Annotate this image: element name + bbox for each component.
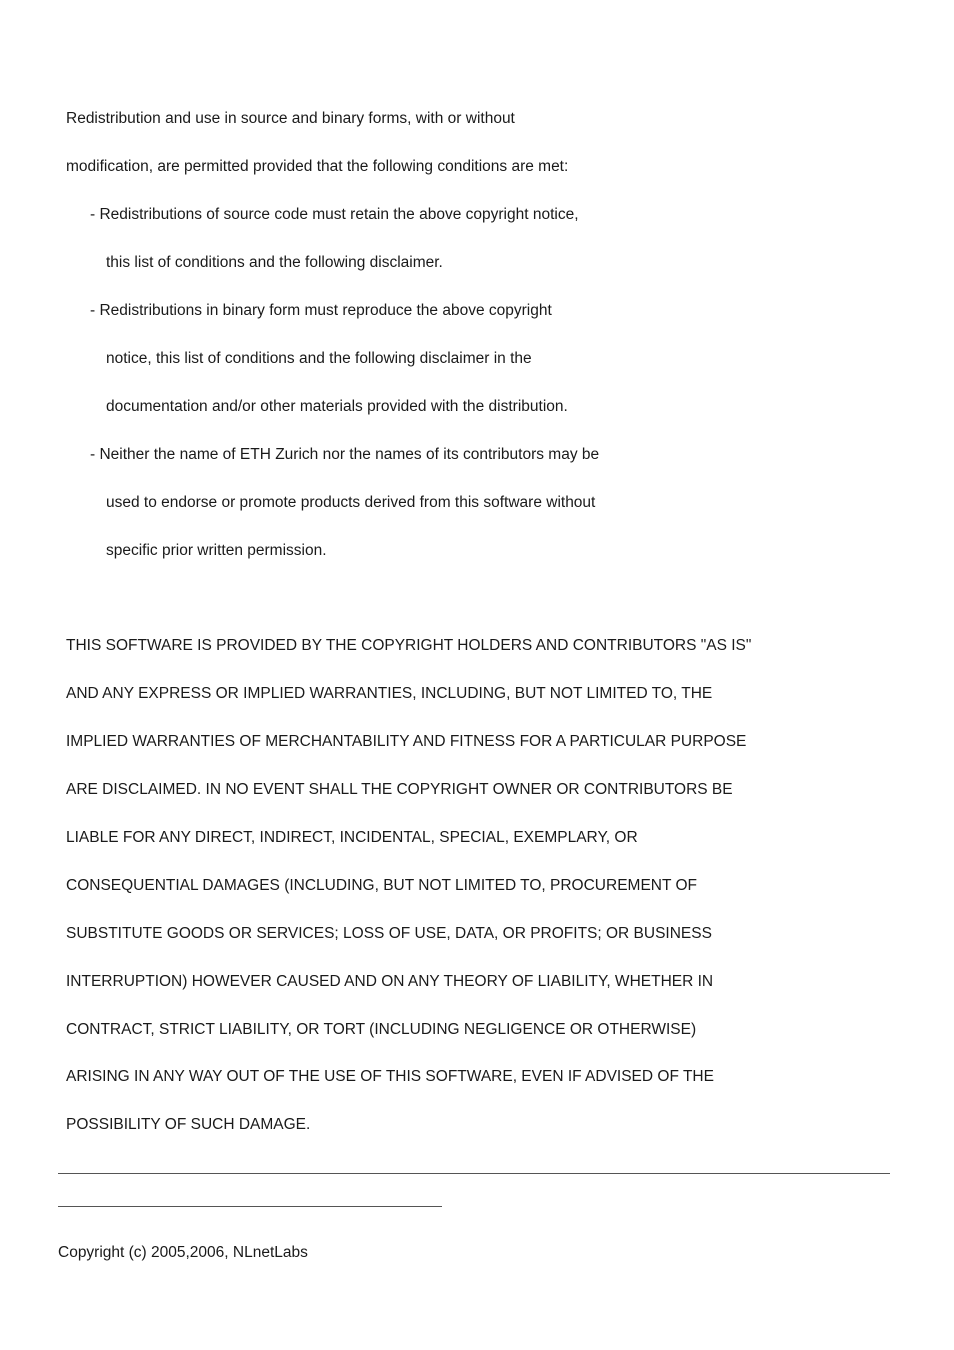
disclaimer-line: CONTRACT, STRICT LIABILITY, OR TORT (INCLUDING NEGLIGENCE OR OTHERWISE)	[66, 1021, 697, 1038]
license-intro-line: modification, are permitted provided that the following conditions are met:	[66, 158, 569, 175]
license-intro-line: Redistribution and use in source and binary forms, with or without	[66, 110, 515, 127]
condition-source-line: this list of conditions and the following disclaimer.	[106, 254, 443, 271]
disclaimer-line: INTERRUPTION) HOWEVER CAUSED AND ON ANY THEORY OF LIABILITY, WHETHER IN	[66, 973, 714, 990]
condition-binary-line: notice, this list of conditions and the following disclaimer in the	[106, 350, 532, 367]
copyright-line: Copyright (c) 2005,2006, NLnetLabs	[58, 1244, 308, 1261]
disclaimer-line: CONSEQUENTIAL DAMAGES (INCLUDING, BUT NOT LIMITED TO, PROCUREMENT OF	[66, 877, 697, 894]
condition-endorse-line: - Neither the name of ETH Zurich nor the names of its contributors may be	[90, 446, 600, 463]
disclaimer-line: AND ANY EXPRESS OR IMPLIED WARRANTIES, INCLUDING, BUT NOT LIMITED TO, THE	[66, 685, 713, 702]
condition-endorse-line: specific prior written permission.	[106, 542, 327, 559]
disclaimer-line: ARE DISCLAIMED. IN NO EVENT SHALL THE COPYRIGHT OWNER OR CONTRIBUTORS BE	[66, 781, 733, 798]
condition-endorse-line: used to endorse or promote products derived from this software without	[106, 494, 596, 511]
disclaimer-line: IMPLIED WARRANTIES OF MERCHANTABILITY AND FITNESS FOR A PARTICULAR PURPOSE	[66, 733, 747, 750]
disclaimer-line: SUBSTITUTE GOODS OR SERVICES; LOSS OF USE, DATA, OR PROFITS; OR BUSINESS	[66, 925, 712, 942]
disclaimer-line: ARISING IN ANY WAY OUT OF THE USE OF THIS SOFTWARE, EVEN IF ADVISED OF THE	[66, 1068, 714, 1085]
disclaimer-line: LIABLE FOR ANY DIRECT, INDIRECT, INCIDENTAL, SPECIAL, EXEMPLARY, OR	[66, 829, 638, 846]
disclaimer-line: THIS SOFTWARE IS PROVIDED BY THE COPYRIGHT HOLDERS AND CONTRIBUTORS "AS IS"	[66, 637, 752, 654]
disclaimer-line: POSSIBILITY OF SUCH DAMAGE.	[66, 1116, 311, 1133]
condition-binary-line: documentation and/or other materials provided with the distribution.	[106, 398, 568, 415]
separator-rule	[58, 1173, 890, 1174]
condition-binary-line: - Redistributions in binary form must reproduce the above copyright	[90, 302, 552, 319]
condition-source-line: - Redistributions of source code must retain the above copyright notice,	[90, 206, 579, 223]
separator-rule-short	[58, 1206, 442, 1207]
